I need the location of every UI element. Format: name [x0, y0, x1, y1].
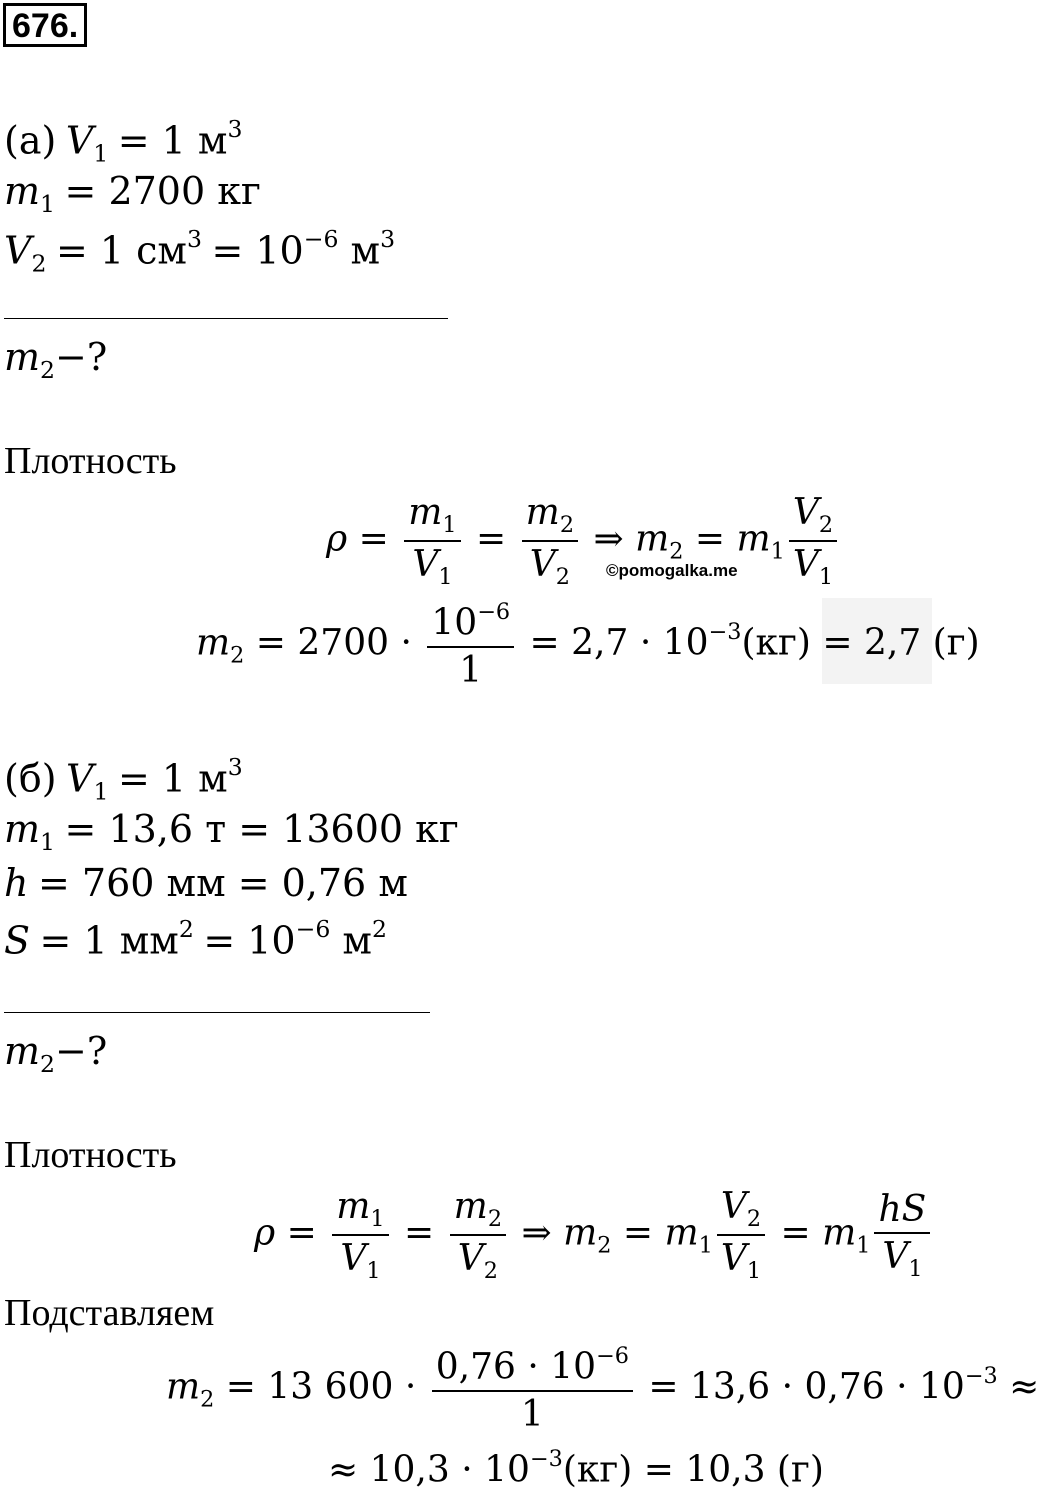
part-b-divider [4, 1012, 430, 1013]
part-b-calculation: $m_2 = 13$ 600 · $\frac{0,76 \cdot 10^{-6}}{1}$ = $13,6 \cdot 0,76 \cdot 10^{-3}$ ≈ [166, 1343, 1039, 1435]
part-b-heading: Плотность [4, 1134, 177, 1176]
part-b-given-m1: $m_1 = 13,6$ т = 13600 кг [4, 807, 459, 857]
part-a-given-v2: $V_2 = 1$ $см^3 = 10^{-6}$ $м^3$ [4, 225, 396, 278]
problem-number: 676. [3, 3, 87, 47]
part-a-find: $m_2-$? [4, 335, 108, 385]
part-a-density-formula: ρ = $\frac{m_1}{V_1}$ = $\frac{m_2}{V_2}$ ⇒ $m_2 = m_1$ $\frac{V_2}{V_1}$ [326, 492, 841, 591]
part-b-subst-heading: Подставляем [4, 1292, 215, 1334]
part-a-calculation: $m_2 = 2700$ · $\frac{10^{-6}}{1}$ = $2,7 \cdot 10^{-3}(кг) = 2,7$ (г) [196, 599, 980, 691]
part-b-density-formula: ρ = $\frac{m_1}{V_1}$ = $\frac{m_2}{V_2}$ ⇒ $m_2 = m_1$ $\frac{V_2}{V_1}$ = $m_1$ $\frac{hS}{V_1}$ [254, 1186, 934, 1285]
part-b-given-v1: (б) $V_1 = 1$ $м^3$ [4, 753, 243, 806]
part-b-find: $m_2-$? [4, 1029, 108, 1079]
part-a-divider [4, 318, 448, 319]
watermark: ©pomogalka.me [606, 561, 738, 580]
part-b-calculation-line2: ≈ $10,3 \cdot 10^{-3}(кг) = 10,3$ (г) [328, 1446, 824, 1491]
part-b-given-s: S = 1 $мм^2 = 10^{-6}$ $м^2$ [4, 915, 387, 963]
part-a-heading: Плотность [4, 440, 177, 482]
part-a-result: 2,7 (г) [863, 622, 980, 664]
part-a-given-m1: $m_1 = 2700$ кг [4, 169, 261, 219]
part-b-given-h: h = 760 мм = 0,76 м [4, 861, 408, 905]
part-a-given-v1: (а) $V_1 = 1$ $м^3$ [4, 115, 243, 168]
